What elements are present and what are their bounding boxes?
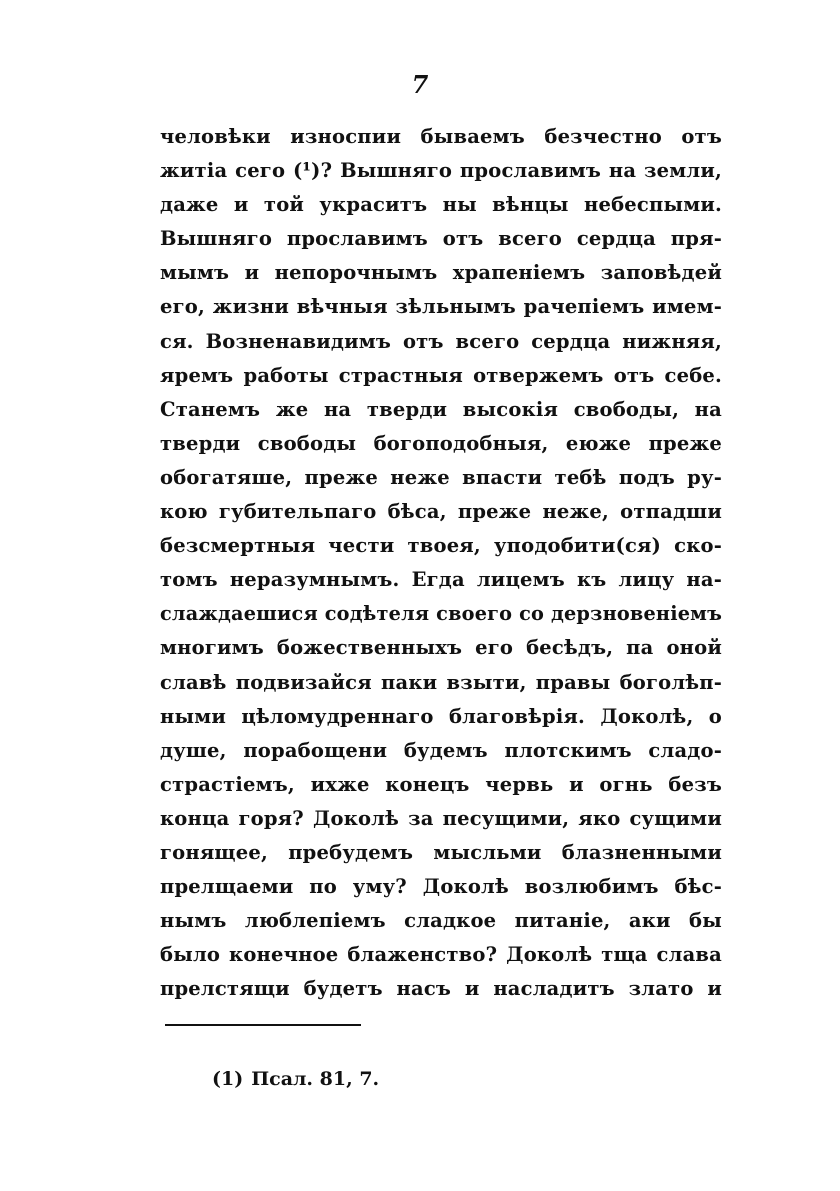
text-line: ся. Возненавидимъ отъ всего сердца нижняя,	[160, 329, 722, 353]
text-line: его, жизни вѣчныя зѣльнымъ рачепіемъ имем-	[160, 295, 722, 319]
text-line: мымъ и непорочнымъ храпеніемъ заповѣдей	[160, 261, 722, 285]
text-line: прелстящи будетъ насъ и насладитъ злато и	[160, 977, 722, 1001]
text-line: слаждаешися содѣтеля своего со дерзновеніемъ	[160, 602, 723, 626]
text-line: душе, порабощени будемъ плотскимъ сладо-	[160, 738, 722, 762]
text-line: Станемъ же на тверди высокія свободы, на	[160, 397, 722, 421]
text-line: нымъ люблепіемъ сладкое питаніе, аки бы	[160, 909, 722, 933]
text-line: славѣ подвизайся паки взыти, правы боголѣп-	[160, 670, 722, 694]
text-line: прелщаеми по уму? Доколѣ возлюбимъ бѣс-	[160, 875, 722, 899]
text-line: страстіемъ, ихже конецъ червь и огнь безъ	[160, 772, 722, 796]
body-text	[160, 120, 722, 1006]
text-line: обогатяше, преже неже впасти тебѣ подъ ру-	[160, 465, 722, 489]
text-line: гонящее, пребудемъ мысльми блазненными	[160, 840, 722, 864]
text-line: тверди свободы богоподобныя, еюже преже	[160, 431, 722, 455]
text-line: конца горя? Доколѣ за песущими, яко сущими	[160, 806, 722, 830]
text-line: яремъ работы страстныя отвержемъ отъ себе.	[160, 363, 722, 387]
footnote-divider	[165, 1024, 361, 1026]
text-line: многимъ божественныхъ его бесѣдъ, па оной	[160, 636, 722, 660]
text-line: ными цѣломудреннаго благовѣрія. Доколѣ, о	[160, 704, 722, 728]
text-line: Вышняго прославимъ отъ всего сердца пря-	[160, 227, 722, 251]
footnote	[212, 1068, 379, 1090]
footnote-text: Псал. 81, 7.	[251, 1068, 380, 1090]
footnote-marker: (1)	[212, 1068, 244, 1090]
text-line: человѣки износпии бываемъ безчестно отъ	[160, 125, 722, 148]
page-number: 7	[411, 70, 429, 99]
text-line: кою губительпаго бѣса, преже неже, отпадши	[160, 500, 722, 524]
text-line: томъ неразумнымъ. Егда лицемъ къ лицу на-	[160, 568, 722, 592]
text-line: даже и той украситъ ны вѣнцы небеспыми.	[160, 193, 722, 217]
text-line: безсмертныя чести твоея, уподобити(ся) ско-	[160, 534, 722, 558]
text-line: житіа сего (¹)? Вышняго прославимъ на земли,	[160, 159, 722, 183]
text-line: было конечное блаженство? Доколѣ тща слава	[160, 943, 722, 967]
